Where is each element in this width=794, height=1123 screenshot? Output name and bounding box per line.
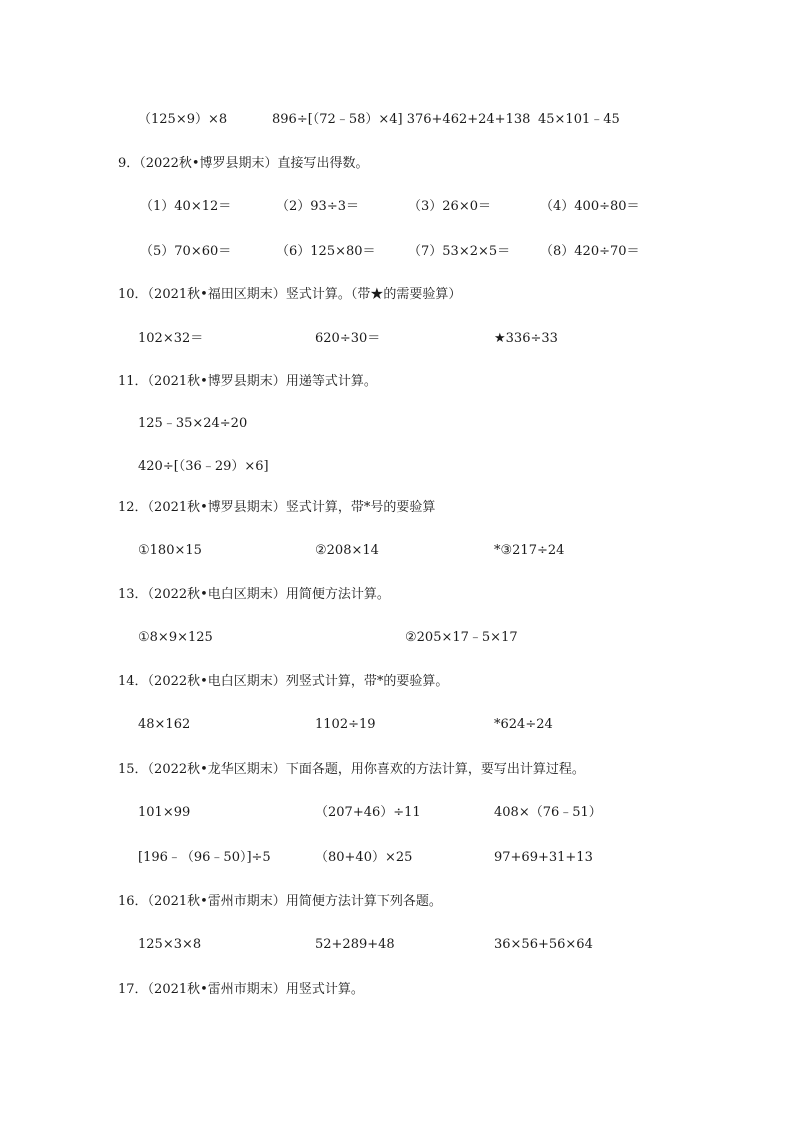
question-header [118, 762, 585, 778]
expression: ①8×9×125 [138, 630, 213, 645]
expression: 125﹣35×24÷20 [138, 416, 248, 431]
expression: （6）125×80＝ [276, 244, 376, 259]
question-header [118, 156, 369, 172]
question-source: （2021秋•博罗县期末） [147, 500, 286, 515]
expression: *③217÷24 [494, 543, 565, 558]
question-text: 用简便方法计算。 [285, 587, 390, 602]
question-number: 9． [118, 156, 140, 171]
question-header [118, 982, 364, 998]
expression: 896÷[（72﹣58）×4] 376+462+24+138 [272, 112, 531, 127]
question-source: （2021秋•雷州市期末） [147, 982, 286, 997]
expression: （1）40×12＝ [140, 199, 232, 214]
question-source: （2022秋•电白区期末） [147, 587, 286, 602]
expression: ①180×15 [138, 543, 202, 558]
question-number: 16． [118, 894, 148, 909]
question-source: （2022秋•电白区期末） [147, 674, 286, 689]
question-text: 用简便方法计算下列各题。 [285, 894, 442, 909]
question-text: 竖式计算，带*号的要验算 [285, 500, 436, 515]
expression: ②208×14 [315, 543, 379, 558]
expression: （7）53×2×5＝ [408, 244, 511, 259]
expression: 125×3×8 [138, 937, 202, 952]
expression: ★336÷33 [494, 331, 558, 346]
question-source: （2022秋•博罗县期末） [139, 156, 278, 171]
question-header [118, 287, 461, 303]
question-header [118, 674, 448, 690]
question-number: 17． [118, 982, 148, 997]
expression: （8）420÷70＝ [540, 244, 640, 259]
question-number: 14． [118, 674, 148, 689]
expression: （2）93÷3＝ [276, 199, 359, 214]
question-source: （2021秋•福田区期末） [147, 287, 286, 302]
question-header [118, 587, 390, 603]
question-text: 用递等式计算。 [285, 374, 377, 389]
expression: *624÷24 [494, 717, 553, 732]
expression: 1102÷19 [315, 717, 376, 732]
expression: （5）70×60＝ [140, 244, 232, 259]
expression: [196﹣（96﹣50）]÷5 [138, 850, 271, 865]
question-text: 直接写出得数。 [277, 156, 369, 171]
question-header [118, 500, 435, 516]
expression: ②205×17﹣5×17 [405, 630, 518, 645]
question-source: （2021秋•雷州市期末） [147, 894, 286, 909]
expression: 408×（76﹣51） [494, 805, 602, 820]
question-header [118, 894, 442, 910]
question-number: 13． [118, 587, 148, 602]
question-header [118, 374, 377, 390]
question-number: 15． [118, 762, 148, 777]
expression: （3）26×0＝ [408, 199, 491, 214]
question-source: （2022秋•龙华区期末） [147, 762, 286, 777]
question-number: 12． [118, 500, 148, 515]
expression: 52+289+48 [315, 937, 395, 952]
expression: 102×32＝ [138, 331, 204, 346]
expression: 48×162 [138, 717, 191, 732]
expression: 97+69+31+13 [494, 850, 593, 865]
question-number: 11． [118, 374, 148, 389]
question-text: 列竖式计算，带*的要验算。 [285, 674, 449, 689]
question-text: 用竖式计算。 [285, 982, 364, 997]
expression: 45×101﹣45 [538, 112, 620, 127]
expression: （80+40）×25 [315, 850, 413, 865]
expression: （125×9）×8 [138, 112, 228, 127]
expression: 420÷[（36﹣29）×6] [138, 459, 269, 474]
expression: （207+46）÷11 [315, 805, 421, 820]
question-text: 竖式计算。（带★的需要验算） [285, 287, 462, 302]
expression: 620÷30＝ [315, 331, 381, 346]
question-text: 下面各题，用你喜欢的方法计算，要写出计算过程。 [285, 762, 585, 777]
expression: 36×56+56×64 [494, 937, 593, 952]
expression: （4）400÷80＝ [540, 199, 640, 214]
question-source: （2021秋•博罗县期末） [147, 374, 286, 389]
expression: 101×99 [138, 805, 191, 820]
question-number: 10． [118, 287, 148, 302]
